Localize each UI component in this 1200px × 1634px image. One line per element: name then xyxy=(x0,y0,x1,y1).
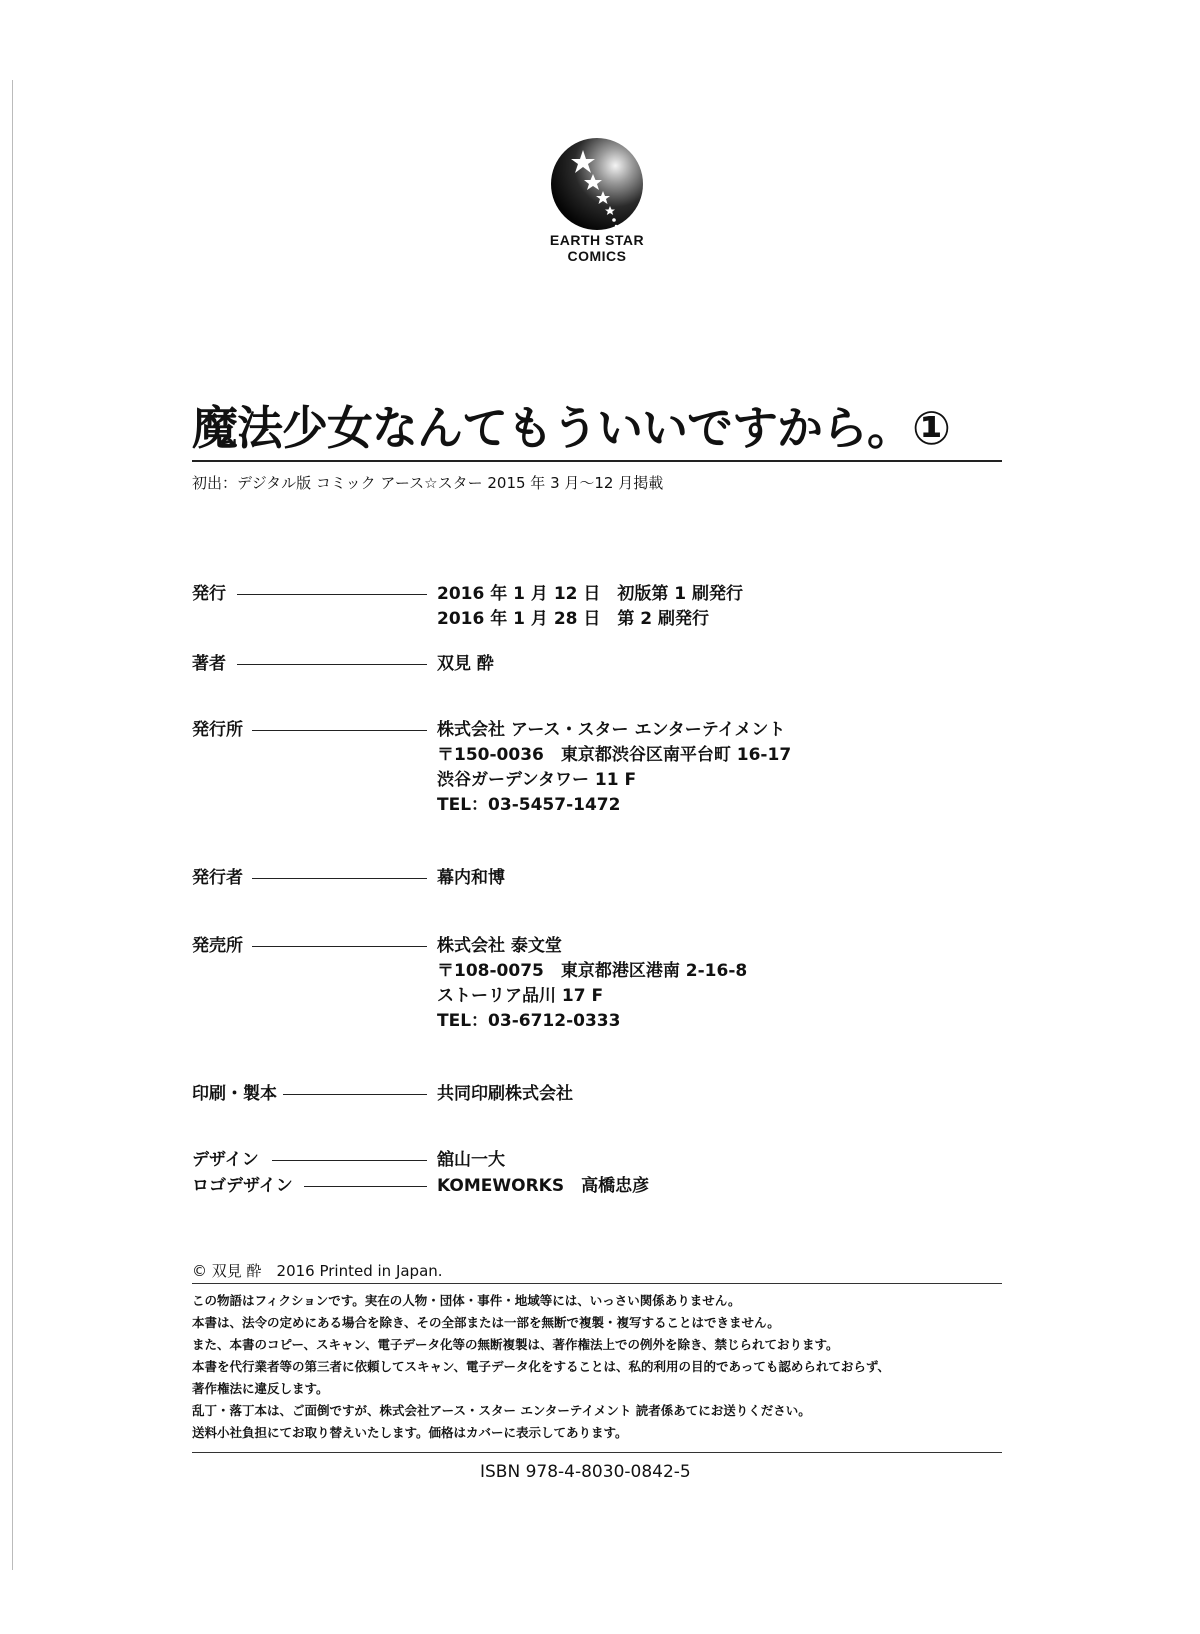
notice-line: 著作権法に違反します。 xyxy=(192,1381,329,1396)
credit-value: 2016 年 1 月 12 日 初版第 1 刷発行 xyxy=(437,584,744,604)
title-divider xyxy=(192,460,1002,462)
isbn: ISBN 978-4-8030-0842-5 xyxy=(480,1462,691,1482)
credit-values xyxy=(437,1148,505,1173)
credit-value: TEL：03-5457-1472 xyxy=(437,795,621,815)
credit-values xyxy=(437,934,747,1034)
copyright-divider xyxy=(192,1283,1002,1284)
credit-value: TEL：03-6712-0333 xyxy=(437,1011,621,1031)
credit-row-printing xyxy=(192,1082,1012,1106)
credit-label: 発行所 xyxy=(192,718,249,742)
leader-line xyxy=(252,878,427,879)
credit-value: 株式会社 泰文堂 xyxy=(437,936,562,956)
leader-line xyxy=(304,1186,427,1187)
publisher-logo xyxy=(532,136,662,264)
credit-row-author xyxy=(192,652,1012,676)
credit-row-issuer xyxy=(192,866,1012,890)
credit-label: 発売所 xyxy=(192,934,249,958)
credit-row-design xyxy=(192,1148,1012,1172)
legal-notices xyxy=(192,1290,1012,1444)
credit-value: 〒108-0075 東京都港区港南 2-16-8 xyxy=(437,961,748,981)
leader-line xyxy=(252,730,427,731)
credit-values xyxy=(437,1082,573,1107)
first-publication-note: 初出：デジタル版 コミック アース☆スター 2015 年 3 月〜12 月掲載 xyxy=(192,474,664,492)
credit-label: 発行者 xyxy=(192,866,249,890)
credit-values xyxy=(437,718,791,818)
logo-text-line1: EARTH STAR xyxy=(549,232,645,248)
notice-line: また、本書のコピー、スキャン、電子データ化等の無断複製は、著作権法上での例外を除き、禁じられております。 xyxy=(192,1337,839,1352)
credit-values xyxy=(437,1174,649,1199)
credit-values xyxy=(437,582,743,632)
credit-value: 〒150-0036 東京都渋谷区南平台町 16-17 xyxy=(437,745,792,765)
credit-row-logo-design xyxy=(192,1174,1012,1198)
notice-line: 本書は、法令の定めにある場合を除き、その全部または一部を無断で複製・複写することはできません。 xyxy=(192,1315,780,1330)
leader-line xyxy=(282,1094,427,1095)
isbn-divider xyxy=(192,1452,1002,1453)
credit-values xyxy=(437,652,494,677)
leader-line xyxy=(237,594,427,595)
page-edge xyxy=(12,80,13,1570)
leader-line xyxy=(272,1160,427,1161)
notice-line: 送料小社負担にてお取り替えいたします。価格はカバーに表示してあります。 xyxy=(192,1425,628,1440)
notice-line: この物語はフィクションです。実在の人物・団体・事件・地域等には、いっさい関係ありません。 xyxy=(192,1293,741,1308)
credit-value: ストーリア品川 17 F xyxy=(437,986,604,1006)
credit-value: 双見 酔 xyxy=(437,654,494,674)
credit-value: 株式会社 アース・スター エンターテイメント xyxy=(437,720,786,740)
notice-line: 本書を代行業者等の第三者に依頼してスキャン、電子データ化をすることは、私的利用の目的であっても認められておらず、 xyxy=(192,1359,890,1374)
credit-label: 発行 xyxy=(192,582,232,606)
star-globe-icon xyxy=(549,136,645,232)
credit-label: 著者 xyxy=(192,652,232,676)
credit-row-publisher xyxy=(192,718,1012,815)
credit-values xyxy=(437,866,505,891)
credit-value: 2016 年 1 月 28 日 第 2 刷発行 xyxy=(437,609,710,629)
leader-line xyxy=(237,664,427,665)
credit-label: デザイン xyxy=(192,1148,265,1172)
book-title: 魔法少女なんてもういいですから。① xyxy=(192,401,950,455)
credit-row-publication-date xyxy=(192,582,1012,629)
credit-value: 渋谷ガーデンタワー 11 F xyxy=(437,770,637,790)
credit-value: 共同印刷株式会社 xyxy=(437,1084,573,1104)
credit-label: ロゴデザイン xyxy=(192,1174,299,1198)
notice-line: 乱丁・落丁本は、ご面倒ですが、株式会社アース・スター エンターテイメント 読者係あてにお送りください。 xyxy=(192,1403,811,1418)
leader-line xyxy=(252,946,427,947)
credit-value: 舘山一大 xyxy=(437,1150,505,1170)
logo-text-line2: COMICS xyxy=(567,248,627,264)
credit-row-distributor xyxy=(192,934,1012,1031)
credit-label: 印刷・製本 xyxy=(192,1082,283,1106)
credit-value: 幕内和博 xyxy=(437,868,505,888)
copyright-line: © 双見 酔 2016 Printed in Japan. xyxy=(192,1262,443,1280)
credit-value: KOMEWORKS 高橋忠彦 xyxy=(437,1176,650,1196)
